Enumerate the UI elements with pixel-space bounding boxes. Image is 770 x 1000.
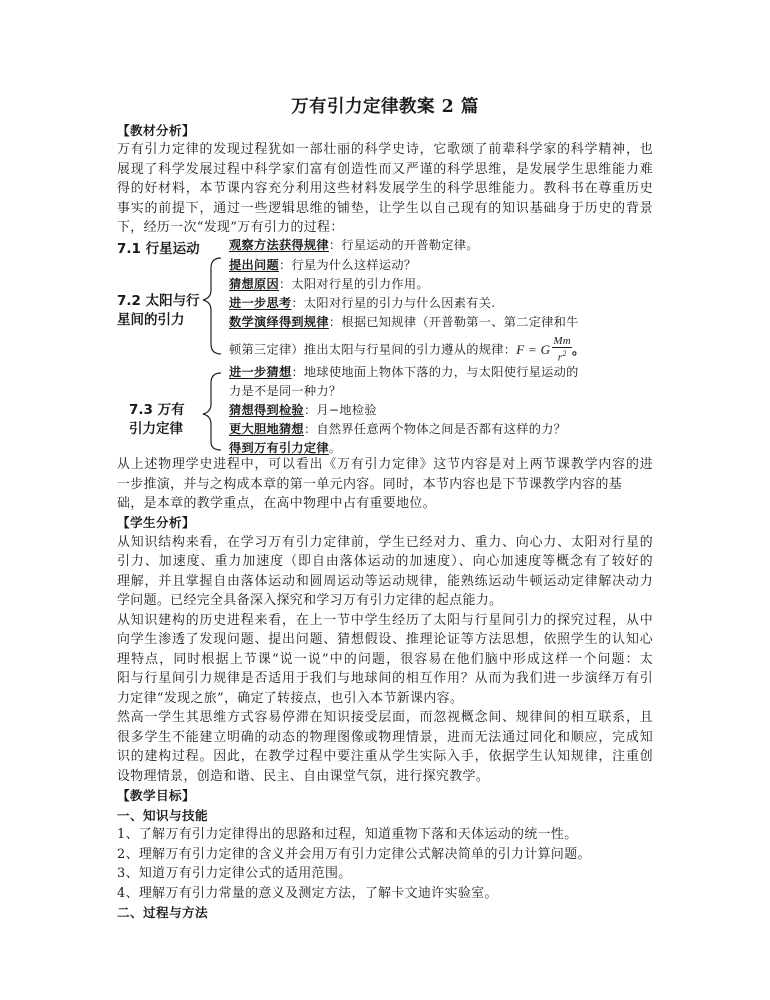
- paragraph-line: 向学生渗透了发现问题、提出问题、猜想假设、推理论证等方法思想，依照学生的认知心: [117, 632, 653, 647]
- diagram-item: 进一步猜想：地球使地面上物体下落的力，与太阳使行星运动的: [229, 365, 579, 379]
- diagram-item: 进一步思考：太阳对行星的引力与什么因素有关.: [229, 296, 496, 310]
- section-heading-material: 【教材分析】: [117, 123, 195, 138]
- gravitation-process-diagram: [117, 232, 653, 454]
- paragraph-line: 很多学生不能建立明确的动态的物理图像或物理情景，进而无法通过同化和顺应，完成知: [117, 729, 653, 745]
- paragraph-line: 设物理情景，创造和谐、民主、自由课堂气氛，进行探究教学。: [117, 768, 490, 784]
- paragraph-line: 阳与行星间引力规律是否适用于我们与地球间的相互作用？从而为我们进一步演绎万有引: [117, 671, 653, 686]
- paragraph-line: 展现了科学发展过程中科学家们富有创造性而又严谨的科学思维，是发展学生思维能力难: [117, 161, 653, 177]
- section-heading-goals: 【教学目标】: [117, 788, 195, 803]
- diagram-item: 提出问题：行星为什么这样运动？: [229, 258, 417, 272]
- diagram-item: 数学演绎得到规律：根据已知规律（开普勒第一、第二定律和牛: [229, 315, 579, 329]
- subheading-process-methods: 二、过程与方法: [117, 905, 208, 920]
- brace-lower: [203, 373, 221, 450]
- diagram-item: 猜想得到检验：月−地检验: [229, 403, 377, 417]
- paragraph-line: 识的建构过程。因此，在教学过程中要注重从学生实际入手，依据学生认知规律，注重创: [117, 749, 653, 764]
- diagram-label-7-2-a: 7.2 太阳与行: [117, 293, 200, 309]
- document-title: 万有引力定律教案 2 篇: [291, 97, 479, 117]
- brace-upper: [203, 258, 221, 354]
- diagram-item: 得到万有引力定律。: [229, 441, 342, 455]
- gravitation-formula: F = G $\frac{Mm}{r^2}$ 。: [516, 335, 586, 364]
- diagram-item: 力是不是同一种力？: [229, 384, 342, 398]
- diagram-item: 观察方法获得规律：行星运动的开普勒定律。: [229, 238, 479, 252]
- paragraph-line: 理特点，同时根据上节课“说一说”中的问题，很容易在他们脑中形成这样一个问题：太: [117, 651, 653, 667]
- goal-item: 3、知道万有引力定律公式的适用范围。: [117, 866, 352, 881]
- goal-item: 1、了解万有引力定律得出的思路和过程，知道重物下落和天体运动的统一性。: [117, 827, 578, 842]
- paragraph-line: 下，经历一次“发现”万有引力的过程：: [117, 220, 344, 235]
- paragraph-line: 力定律“发现之旅”，确定了转接点，也引入本节新课内容。: [117, 690, 464, 706]
- subheading-knowledge-skills: 一、知识与技能: [117, 807, 208, 823]
- paragraph-line: 学问题。已经完全具备深入探究和学习万有引力定律的起点能力。: [117, 593, 503, 608]
- paragraph-line: 理解，并且掌握自由落体运动和圆周运动等运动规律，能熟练运动牛顿运动定律解决动力: [117, 573, 653, 589]
- diagram-label-7-2-b: 星间的引力: [117, 312, 185, 328]
- paragraph-line: 然高一学生其思维方式容易停滞在知识接受层面，而忽视概念间、规律间的相互联系，且: [117, 710, 653, 725]
- section-heading-student: 【学生分析】: [117, 515, 195, 530]
- goal-item: 4、理解万有引力常量的意义及测定方法，了解卡文迪许实验室。: [117, 885, 498, 901]
- paragraph-line: 从上述物理学史进程中，可以看出《万有引力定律》这节内容是对上两节课教学内容的进: [117, 457, 653, 472]
- diagram-item: 猜想原因：太阳对行星的引力作用。: [229, 277, 429, 291]
- diagram-label-7-3-b: 引力定律: [129, 421, 183, 437]
- paragraph-line: 从知识结构来看，在学习万有引力定律前，学生已经对力、重力、向心力、太阳对行星的: [117, 534, 653, 550]
- paragraph-line: 引力、加速度、重力加速度（即自由落体运动的加速度）、向心加速度等概念有了较好的: [117, 554, 653, 569]
- paragraph-line: 事实的前提下，通过一些逻辑思维的铺垫，让学生以自己现有的知识基础身于历史的背景: [117, 200, 653, 216]
- diagram-label-7-3-a: 7.3 万有: [129, 402, 185, 418]
- diagram-label-7-1: 7.1 行星运动: [117, 241, 200, 257]
- paragraph-line: 从知识建构的历史进程来看，在上一节中学生经历了太阳与行星间引力的探究过程，从中: [117, 612, 653, 628]
- diagram-item: 顿第三定律）推出太阳与行星间的引力遵从的规律： F = G $\frac{Mm}{r^2}$ 。: [229, 335, 586, 364]
- goal-item: 2、理解万有引力定律的含义并会用万有引力定律公式解决简单的引力计算问题。: [117, 846, 591, 862]
- paragraph-line: 万有引力定律的发现过程犹如一部壮丽的科学史诗，它歌颂了前辈科学家的科学精神，也: [117, 142, 653, 157]
- paragraph-line: 础，是本章的教学重点，在高中物理中占有重要地位。: [117, 496, 436, 511]
- paragraph-line: 一步推演，并与之构成本章的第一单元内容。同时，本节内容也是下节课教学内容的基: [117, 476, 623, 492]
- diagram-item: 更大胆地猜想：自然界任意两个物体之间是否都有这样的力？: [229, 422, 567, 436]
- paragraph-line: 得的好材料，本节课内容充分利用这些材料发展学生的科学思维能力。教科书在尊重历史: [117, 181, 653, 196]
